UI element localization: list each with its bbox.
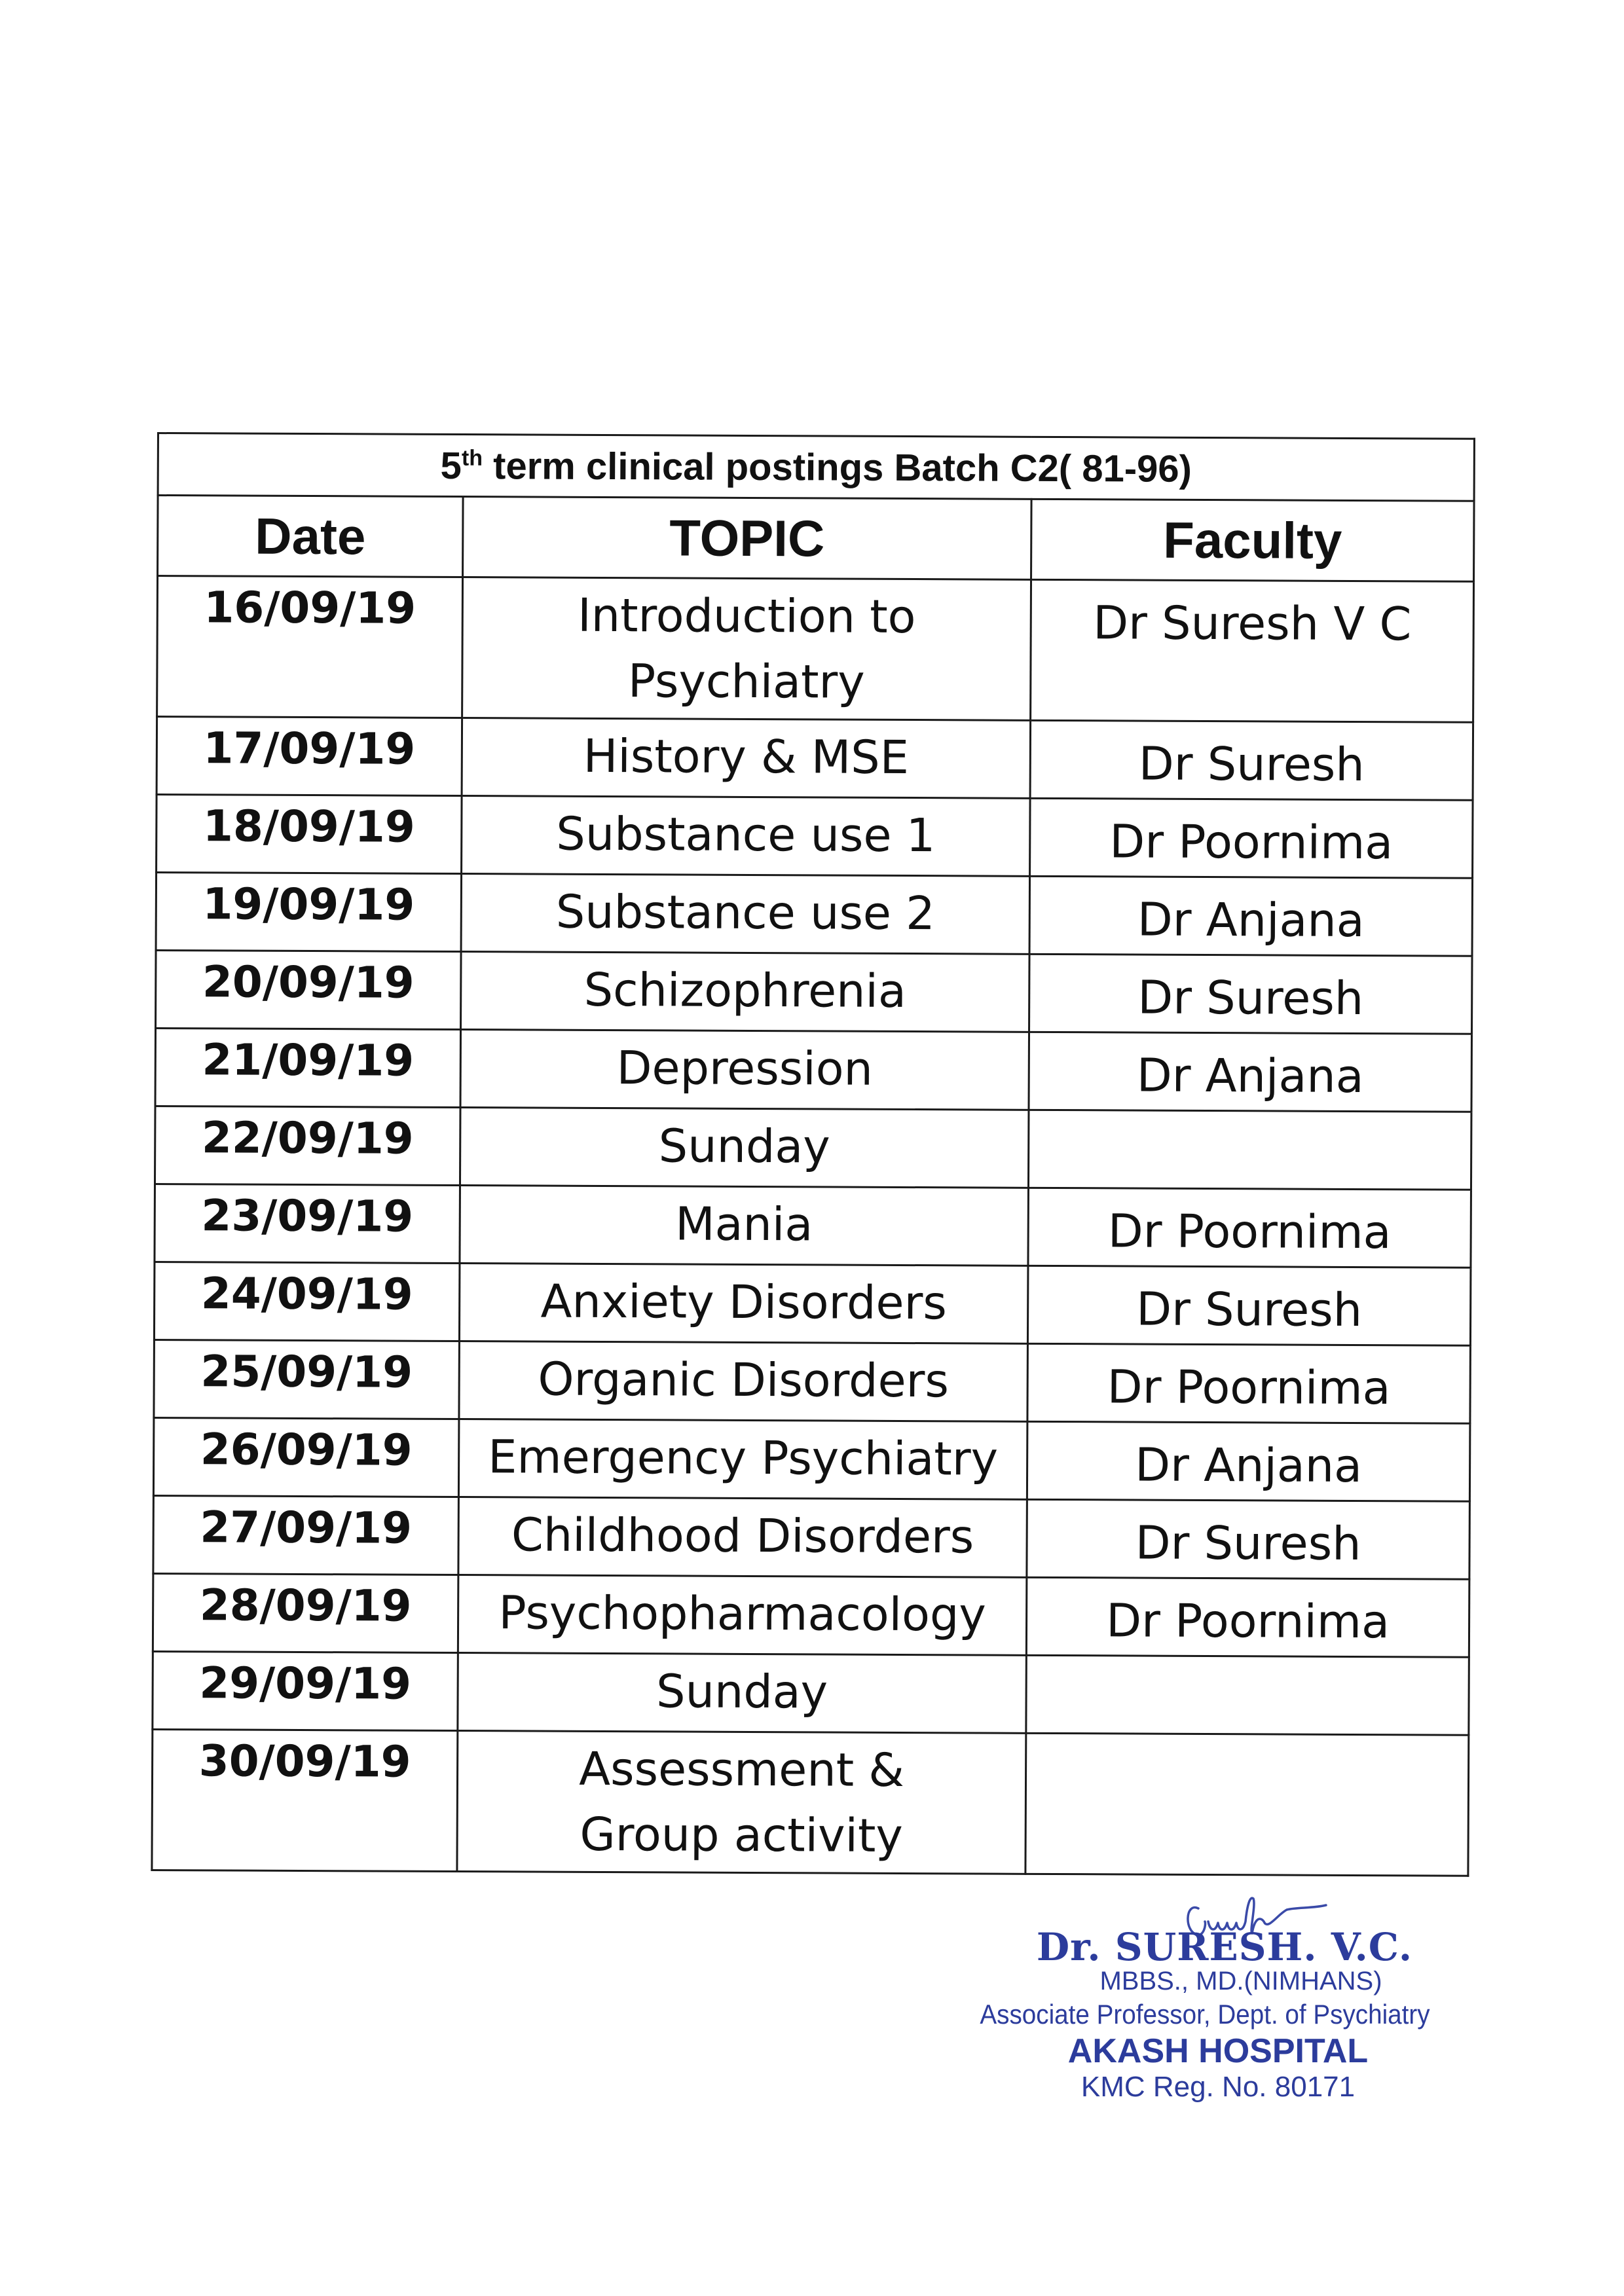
date-cell: 23/09/19 [155,1184,460,1263]
table-row [153,1651,1469,1735]
topic-text: Sunday [658,1119,830,1174]
topic-cell [458,1653,1027,1734]
date-cell: 16/09/19 [157,576,463,718]
table-row [157,795,1473,879]
topic-cell [462,577,1031,721]
faculty-cell: Dr Anjana [1029,1032,1472,1112]
schedule-table-wrapper [151,432,1473,1877]
header-date: Date [158,496,464,577]
table-row [157,576,1474,723]
header-faculty: Faculty [1031,499,1475,581]
topic-cell [457,1731,1026,1874]
date-cell: 22/09/19 [155,1106,460,1185]
faculty-cell [1028,1110,1471,1190]
topic-text: Schizophrenia [583,962,907,1018]
stamp-qualifications: MBBS., MD.(NIMHANS) [1099,1967,1382,1995]
header-topic: TOPIC [463,497,1032,580]
faculty-cell: Dr Poornima [1030,798,1473,878]
topic-cell [461,874,1030,955]
topic-text: Substance use 1 [556,807,936,863]
faculty-cell: Dr Suresh [1027,1499,1470,1579]
topic-cell [459,1264,1028,1344]
date-cell: 27/09/19 [153,1495,459,1575]
faculty-cell [1025,1733,1469,1876]
topic-cell [462,718,1031,799]
topic-cell [460,1030,1029,1110]
table-row [154,1339,1471,1423]
topic-text: Substance use 2 [555,884,935,941]
faculty-cell: Dr Suresh V C [1031,579,1474,722]
stamp-registration: KMC Reg. No. 80171 [1080,2071,1356,2103]
table-row [156,873,1473,957]
topic-text: Introduction to Psychiatry [577,588,916,709]
date-cell: 26/09/19 [153,1417,459,1497]
faculty-cell: Dr Suresh [1027,1266,1471,1345]
topic-text: Emergency Psychiatry [488,1430,999,1486]
table-row [155,1106,1471,1190]
doctor-stamp [943,1925,1467,2104]
schedule-body [152,576,1474,1876]
topic-text: Childhood Disorders [511,1508,974,1564]
faculty-cell: Dr Suresh [1030,720,1473,800]
topic-text: History & MSE [583,729,910,785]
date-cell: 20/09/19 [156,950,462,1029]
date-cell: 25/09/19 [154,1339,460,1419]
topic-text: Sunday [655,1664,828,1719]
date-cell: 28/09/19 [153,1573,458,1652]
date-cell: 29/09/19 [153,1651,458,1730]
date-cell: 18/09/19 [157,795,462,874]
table-title: 5th term clinical postings Batch C2( 81-96) [158,433,1474,501]
table-row [153,1573,1469,1657]
stamp-designation: Associate Professor, Dept. of Psychiatry [980,1999,1430,2030]
faculty-cell: Dr Anjana [1029,876,1473,956]
table-row [152,1729,1469,1876]
table-row [154,1262,1471,1345]
topic-text: Assessment & Group activity [579,1741,905,1863]
faculty-cell: Dr Suresh [1029,954,1473,1034]
topic-cell [458,1575,1027,1656]
topic-cell [458,1419,1027,1500]
faculty-cell: Dr Poornima [1028,1188,1471,1267]
topic-text: Mania [675,1197,813,1252]
table-row [157,717,1473,801]
topic-text: Organic Disorders [538,1352,950,1408]
topic-text: Depression [616,1041,874,1096]
date-cell: 30/09/19 [152,1729,458,1871]
header-row [158,496,1475,582]
topic-cell [461,952,1030,1032]
stamp-doctor-name: Dr. SURESH. V.C. [1036,1925,1413,1969]
date-cell: 24/09/19 [154,1262,460,1341]
schedule-table [151,432,1475,1877]
faculty-cell: Dr Poornima [1026,1577,1469,1657]
table-row [153,1495,1470,1579]
topic-cell [460,1186,1029,1266]
topic-cell [459,1341,1028,1422]
stamp-hospital: AKASH HOSPITAL [1067,2032,1369,2070]
title-row [158,433,1474,501]
faculty-cell: Dr Anjana [1027,1421,1470,1501]
topic-text: Psychopharmacology [498,1586,986,1642]
table-row [156,950,1473,1034]
faculty-cell [1026,1655,1469,1735]
date-cell: 17/09/19 [157,717,462,796]
table-row [153,1417,1470,1501]
topic-cell [458,1497,1027,1578]
date-cell: 19/09/19 [156,873,462,952]
topic-cell [460,1108,1029,1188]
topic-text: Anxiety Disorders [540,1274,948,1330]
table-row [155,1028,1472,1112]
table-row [155,1184,1471,1267]
date-cell: 21/09/19 [155,1028,461,1107]
topic-cell [462,796,1031,877]
faculty-cell: Dr Poornima [1027,1343,1471,1423]
